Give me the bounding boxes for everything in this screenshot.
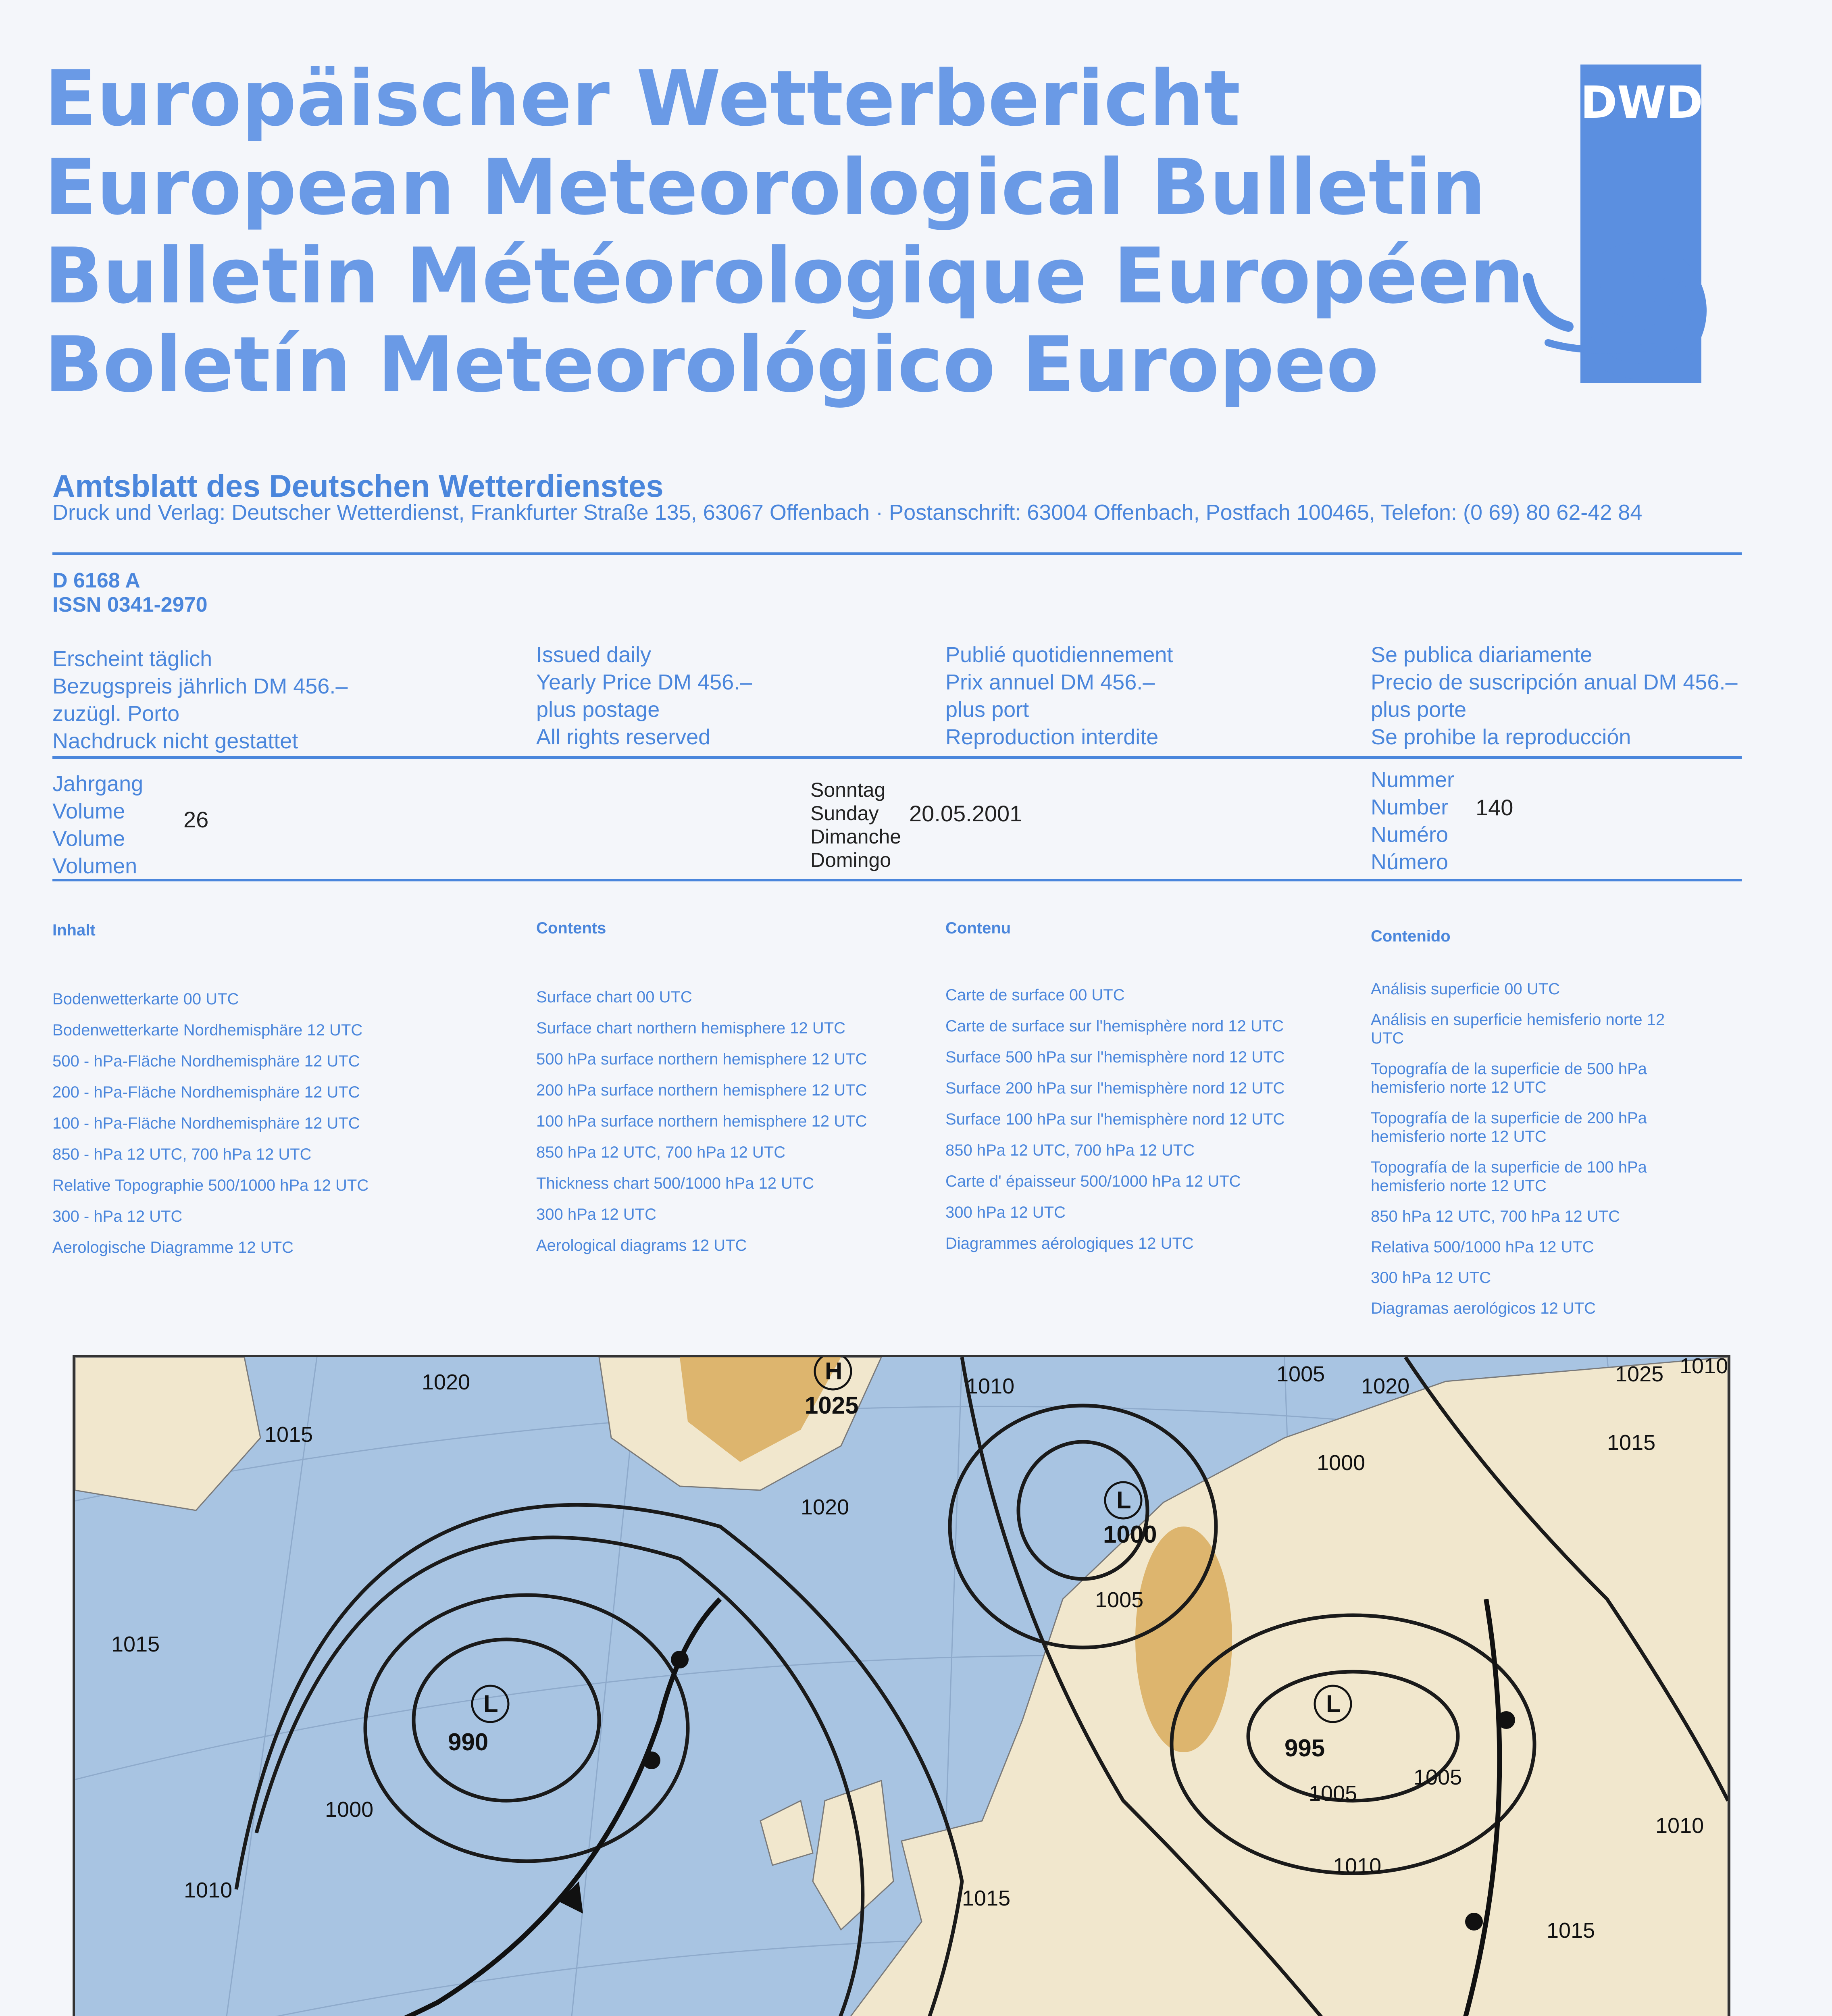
isobar-label: 1005 [1414,1765,1462,1789]
contents-heading-english: Contents [536,919,606,937]
contents-heading-french: Contenu [945,919,1011,937]
volume-labels: Jahrgang Volume Volume Volumen [52,772,144,878]
isobar-label: 1020 [422,1370,470,1394]
isobar-label: 1015 [111,1632,160,1656]
contents-heading-spanish: Contenido [1371,927,1451,945]
svg-text:L: L [1326,1690,1341,1717]
map-svg [75,1357,1728,2016]
isobar-label: 1015 [962,1886,1011,1910]
publisher-address: Druck und Verlag: Deutscher Wetterdienst, Frankfurter Straße 135, 63067 Offenbach · Postanschrift: 63004 Offenbach, Postfach 100465, Telefon: (0 69) 80 62-42 84 [52,500,1643,525]
pressure-center-value: 990 [448,1729,489,1756]
title-english: European Meteorological Bulletin [44,143,1486,232]
isobar-label: 1005 [1276,1362,1325,1386]
terms-english: Issued daily Yearly Price DM 456.– plus postage All rights reserved [536,643,752,749]
isobar-label: 1010 [184,1878,233,1902]
terms-spanish: Se publica diariamente Precio de suscripción anual DM 456.– plus porte Se prohibe la reproducción [1371,643,1738,749]
title-german: Europäischer Wetterbericht [44,54,1241,143]
pressure-center-value: 1000 [1103,1521,1157,1548]
isobar-label: 1005 [1309,1781,1357,1806]
contents-heading-german: Inhalt [52,921,96,939]
isobar-label: 1000 [325,1797,374,1822]
title-french: Bulletin Météorologique Européen [44,231,1524,321]
svg-text:L: L [483,1690,498,1717]
issue-number: 140 [1476,795,1513,820]
svg-text:L: L [1116,1487,1131,1514]
pressure-center-value: 1025 [805,1392,859,1419]
svg-text:H: H [825,1358,843,1385]
divider [52,756,1742,759]
isobar-label: 1020 [1361,1374,1410,1398]
day-labels: Sonntag Sunday Dimanche Domingo [810,779,901,871]
isobar-label: 1015 [1547,1918,1595,1943]
terms-french: Publié quotidiennement Prix annuel DM 456.– plus port Reproduction interdite [945,643,1173,749]
isobar-label: 1005 [1095,1588,1144,1612]
isobar-label: 1010 [1333,1854,1382,1878]
pressure-center-value: 995 [1284,1735,1325,1762]
divider [52,879,1742,881]
isobar-label: 1015 [1607,1431,1656,1455]
d-number: D 6168 A [52,569,140,592]
surface-weather-map [73,1355,1730,2016]
divider [52,552,1742,555]
contents-list-german: Bodenwetterkarte 00 UTC Bodenwetterkarte Nordhemisphäre 12 UTC 500 - hPa-Fläche Nordhemisphäre 12 UTC 200 - hPa-Fläche Nordhemisphäre 12 UTC 100 - hPa-Fläche Nordhemisphäre 12 UTC 850 - hPa 12 UTC, 700 hPa 12 UTC Relative Topographie 500/1000 hPa 12 UTC 300 - hPa 12 UTC Aerologische Diagramme 12 UTC [52,990,369,1256]
issn: ISSN 0341-2970 [52,593,208,616]
contents-list-spanish: Análisis superficie 00 UTC Análisis en superficie hemisferio norte 12 UTC Topografía de la superficie de 500 hPa hemisferio norte 12 UTC Topografía de la superficie de 200 hPa hemisferio norte 12 UTC Topografía de la superficie de 100 hPa hemisferio norte 12 UTC 850 hPa 12 UTC, 700 hPa 12 UTC Relativa 500/1000 hPa 12 UTC 300 hPa 12 UTC Diagramas aerológicos 12 UTC [1371,980,1665,1317]
isobar-label: 1010 [1680,1357,1728,1378]
isobar-label: 1010 [1655,1814,1704,1838]
isobar-label: 1015 [264,1422,313,1447]
issue-date: 20.05.2001 [909,801,1022,826]
dwd-logo-text: DWD [1580,77,1703,128]
dwd-spiral-icon [1468,153,1750,395]
contents-list-french: Carte de surface 00 UTC Carte de surface sur l'hemisphère nord 12 UTC Surface 500 hPa sur l'hemisphère nord 12 UTC Surface 200 hPa sur l'hemisphère nord 12 UTC Surface 100 hPa sur l'hemisphère nord 12 UTC 850 hPa 12 UTC, 700 hPa 12 UTC Carte d' épaisseur 500/1000 hPa 12 UTC 300 hPa 12 UTC Diagrammes aérologiques 12 UTC [945,986,1285,1252]
title-spanish: Boletín Meteorológico Europeo [44,320,1379,409]
contents-list-english: Surface chart 00 UTC Surface chart northern hemisphere 12 UTC 500 hPa surface northern hemisphere 12 UTC 200 hPa surface northern hemisphere 12 UTC 100 hPa surface northern hemisphere 12 UTC 850 hPa 12 UTC, 700 hPa 12 UTC Thickness chart 500/1000 hPa 12 UTC 300 hPa 12 UTC Aerological diagrams 12 UTC [536,988,867,1254]
terms-german: Erscheint täglich Bezugspreis jährlich DM 456.– zuzügl. Porto Nachdruck nicht gestattet [52,647,348,753]
number-labels: Nummer Number Numéro Número [1371,768,1455,874]
publisher-name: Amtsblatt des Deutschen Wetterdienstes [52,468,664,504]
isobar-label: 1025 [1615,1362,1664,1386]
volume-number: 26 [183,807,209,832]
isobar-label: 1020 [801,1495,849,1519]
isobar-label: 1010 [966,1374,1015,1398]
isobar-label: 1000 [1317,1451,1366,1475]
